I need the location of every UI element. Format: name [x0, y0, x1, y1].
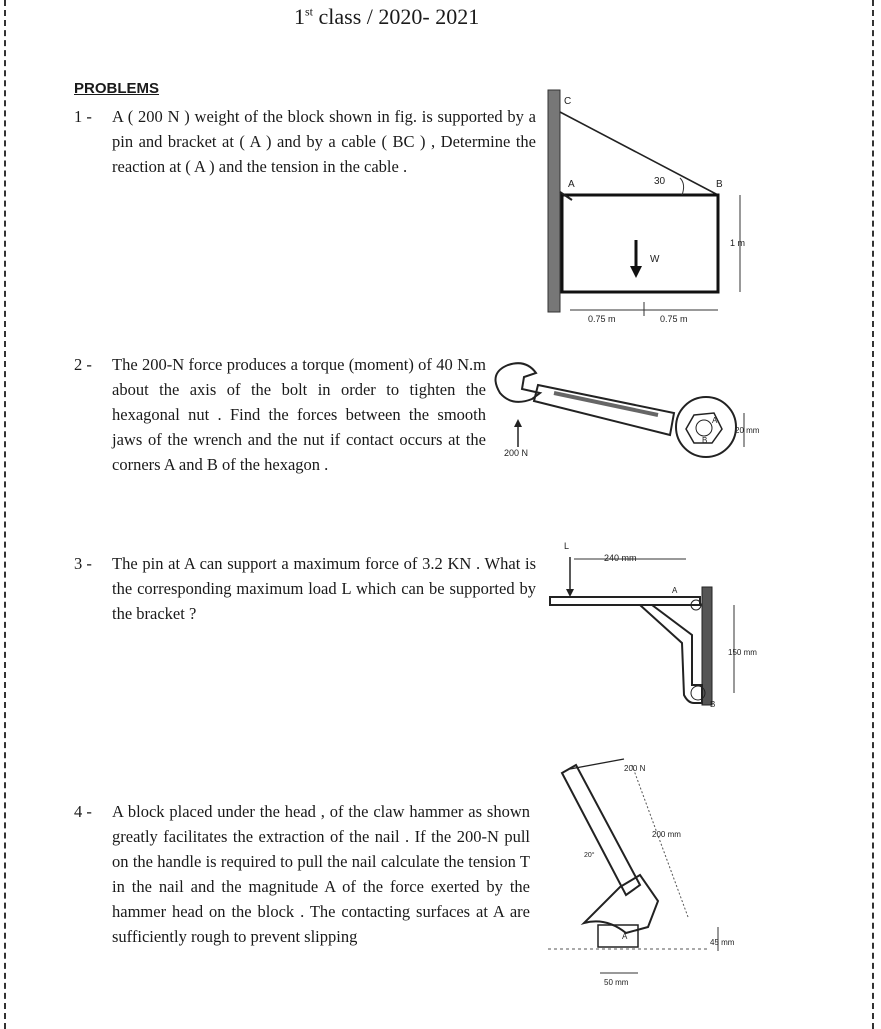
nut-size-label: 20 mm [735, 426, 760, 435]
figure-claw-hammer [540, 755, 780, 1005]
problem-2 [74, 352, 486, 477]
dim-left-label: 0.75 m [588, 314, 616, 324]
problem-number: 1 - [74, 107, 92, 126]
height-label: 1 m [730, 238, 746, 248]
force-label: 200 N [624, 764, 646, 773]
page-header: 1st class / 2020- 2021 [294, 4, 480, 29]
label-a: A [712, 416, 718, 425]
cable-bc [560, 112, 718, 195]
problem-text: A block placed under the head , of the claw hammer as shown greatly facilitates the extraction of the nail . If the 200-N pull on the handle is required to pull the nail calculate the tension T in the nail and the magnitude A of the force exerted by the hammer head on the block . The contacting surfaces at A are sufficiently rough to prevent slipping [112, 802, 530, 946]
block [562, 195, 718, 292]
problem-1 [74, 104, 536, 179]
label-b: B [702, 436, 708, 445]
load-arrowhead [566, 589, 574, 597]
wrench-slot [554, 393, 658, 415]
hammer-handle [562, 765, 640, 895]
figure-bracket [548, 535, 788, 715]
vert-label: 150 mm [728, 648, 757, 657]
left-page-border [4, 0, 6, 1029]
dim-right-label: 0.75 m [660, 314, 688, 324]
problem-text: A ( 200 N ) weight of the block shown in fig. is supported by a pin and bracket at ( A ) and by a cable ( BC ) , Determine the reaction at ( A ) and the tension in the cable . [112, 107, 536, 176]
problem-text: The 200-N force produces a torque (moment) of 40 N.m about the axis of the bolt in order to tighten the hexagonal nut . Find the forces between the smooth jaws of the wrench and the nut if contact occurs at the corners A and B of the hexagon . [112, 355, 486, 474]
block-label: A [622, 932, 628, 941]
label-a: A [672, 586, 678, 595]
figure-block-cable [540, 80, 770, 330]
weight-arrowhead [630, 266, 642, 278]
section-heading: PROBLEMS [74, 80, 160, 97]
label-a: A [568, 179, 575, 190]
problem-number: 4 - [74, 802, 92, 821]
angle-label: 20° [584, 852, 595, 859]
figure-wrench [488, 355, 778, 475]
right-page-border [872, 0, 874, 1029]
width-label: 50 mm [604, 978, 629, 987]
bracket-arm [550, 597, 702, 703]
force-label: 200 N [504, 448, 529, 458]
weight-label: W [650, 254, 660, 265]
handle-dim [632, 765, 688, 917]
angle-label: 30 [654, 176, 666, 187]
height-label: 45 mm [710, 938, 735, 947]
label-b: B [710, 700, 716, 709]
label-b: B [716, 179, 723, 190]
force-line [570, 759, 624, 769]
bolt [696, 420, 712, 436]
wrench-jaw [496, 363, 541, 402]
horiz-label: 240 mm [604, 553, 637, 563]
handle-label: 200 mm [652, 830, 681, 839]
problem-4 [74, 799, 530, 949]
problem-3 [74, 551, 536, 626]
load-label: L [564, 541, 570, 551]
wrench-ring [676, 397, 736, 457]
label-c: C [564, 96, 572, 107]
problem-text: The pin at A can support a maximum force of 3.2 KN . What is the corresponding maximum load L which can be supported by the bracket ? [112, 554, 536, 623]
force-arrowhead [514, 419, 522, 427]
wall [548, 90, 560, 312]
problem-number: 2 - [74, 355, 92, 374]
post [702, 587, 712, 705]
angle-arc [680, 178, 684, 195]
problem-number: 3 - [74, 554, 92, 573]
